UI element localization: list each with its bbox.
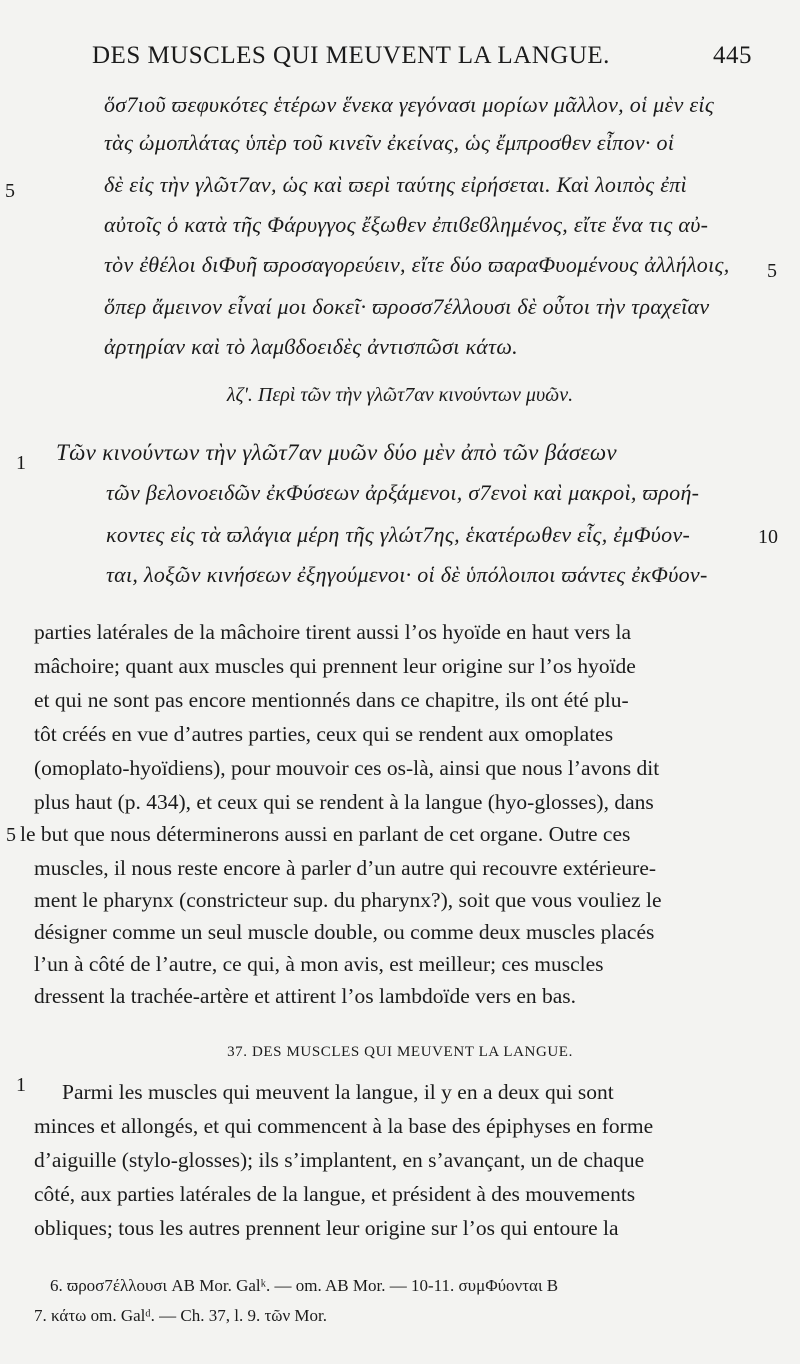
running-header (92, 42, 752, 70)
greek-line: ται, λοξῶν κινήσεων ἐξηγούμενοι· οἱ δὲ ὑπόλοιποι ϖάντες ἐκΦύον- (106, 562, 708, 587)
greek-line: τῶν βελονοειδῶν ἐκΦύσεων ἀρξάμενοι, σ7ενοὶ καὶ μακροὶ, ϖροή- (106, 480, 700, 505)
french-line: muscles, il nous reste encore à parler d’un autre qui recouvre extérieure- (34, 856, 657, 880)
page-number: 445 (713, 42, 752, 69)
greek-chapter-heading: λζʹ. Περὶ τῶν τὴν γλῶτ7αν κινούντων μυῶν. (226, 384, 574, 406)
line-number: 10 (758, 526, 778, 548)
line-number: 5 (767, 260, 777, 282)
french-line: désigner comme un seul muscle double, ou comme deux muscles placés (34, 920, 655, 944)
french-chapter-heading: 37. DES MUSCLES QUI MEUVENT LA LANGUE. (227, 1044, 573, 1060)
french-line: l’un à côté de l’autre, ce qui, à mon avis, est meilleur; ces muscles (34, 952, 604, 976)
french-line: parties latérales de la mâchoire tirent aussi l’os hyoïde en haut vers la (34, 620, 632, 644)
french-line: (omoplato-hyoïdiens), pour mouvoir ces os-là, ainsi que nous l’avons dit (34, 756, 660, 780)
footnote: 6. ϖροσ7έλλουσι AB Mor. Galᵏ. — om. AB Mor. — 10-11. συμΦύονται B (50, 1276, 559, 1295)
line-number: 1 (16, 452, 26, 474)
french-line: d’aiguille (stylo-glosses); ils s’implantent, en s’avançant, un de chaque (34, 1148, 645, 1172)
running-title: DES MUSCLES QUI MEUVENT LA LANGUE. (92, 42, 610, 69)
line-number: 5 (5, 180, 15, 202)
greek-line: τὸν ἐθέλοι διΦυῆ ϖροσαγορεύειν, εἴτε δύο ϖαραΦυομένους ἀλλήλοις, (104, 252, 730, 277)
french-line: dressent la trachée-artère et attirent l’os lambdoïde vers en bas. (34, 984, 577, 1008)
french-line: et qui ne sont pas encore mentionnés dans ce chapitre, ils ont été plu- (34, 688, 629, 712)
french-line: mâchoire; quant aux muscles qui prennent leur origine sur l’os hyoïde (34, 654, 636, 678)
greek-line: Τῶν κινούντων τὴν γλῶτ7αν μυῶν δύο μὲν ἀπὸ τῶν βάσεων (56, 440, 617, 465)
french-line: le but que nous déterminerons aussi en parlant de cet organe. Outre ces (20, 822, 631, 846)
greek-line: ὅπερ ἄμεινον εἶναί μοι δοκεῖ· ϖροσσ7έλλουσι δὲ οὗτοι τὴν τραχεῖαν (104, 294, 710, 319)
french-line: minces et allongés, et qui commencent à la base des épiphyses en forme (34, 1114, 654, 1138)
greek-line: ὅσ7ιοῦ ϖεφυκότες ἑτέρων ἕνεκα γεγόνασι μορίων μᾶλλον, οἱ μὲν εἰς (104, 92, 715, 117)
line-number: 1 (16, 1074, 26, 1096)
greek-line: τὰς ὠμοπλάτας ὑπὲρ τοῦ κινεῖν ἐκείνας, ὡς ἔμπροσθεν εἶπον· οἱ (104, 130, 675, 155)
french-line: Parmi les muscles qui meuvent la langue, il y en a deux qui sont (62, 1080, 614, 1104)
french-line: obliques; tous les autres prennent leur origine sur l’os qui entoure la (34, 1216, 619, 1240)
greek-line: ἀρτηρίαν καὶ τὸ λαμϐδοειδὲς ἀντισπῶσι κάτω. (104, 334, 518, 359)
greek-line: κοντες εἰς τὰ ϖλάγια μέρη τῆς γλώτ7ης, ἑκατέρωθεν εἷς, ἐμΦύον- (106, 522, 691, 547)
french-line: côté, aux parties latérales de la langue, et président à des mouvements (34, 1182, 636, 1206)
french-line: tôt créés en vue d’autres parties, ceux qui se rendent aux omoplates (34, 722, 614, 746)
line-number: 5 (6, 824, 16, 846)
footnote: 7. κάτω om. Galᵈ. — Ch. 37, l. 9. τῶν Mor. (34, 1306, 328, 1325)
greek-line: αὐτοῖς ὁ κατὰ τῆς Φάρυγγος ἔξωθεν ἐπιϐεϐλημένος, εἴτε ἕνα τις αὐ- (104, 212, 709, 237)
french-line: ment le pharynx (constricteur sup. du pharynx?), soit que vous vouliez le (34, 888, 662, 912)
greek-line: δὲ εἰς τὴν γλῶτ7αν, ὡς καὶ ϖερὶ ταύτης εἰρήσεται. Καὶ λοιπὸς ἐπὶ (104, 172, 687, 197)
french-line: plus haut (p. 434), et ceux qui se rendent à la langue (hyo-glosses), dans (34, 790, 654, 814)
